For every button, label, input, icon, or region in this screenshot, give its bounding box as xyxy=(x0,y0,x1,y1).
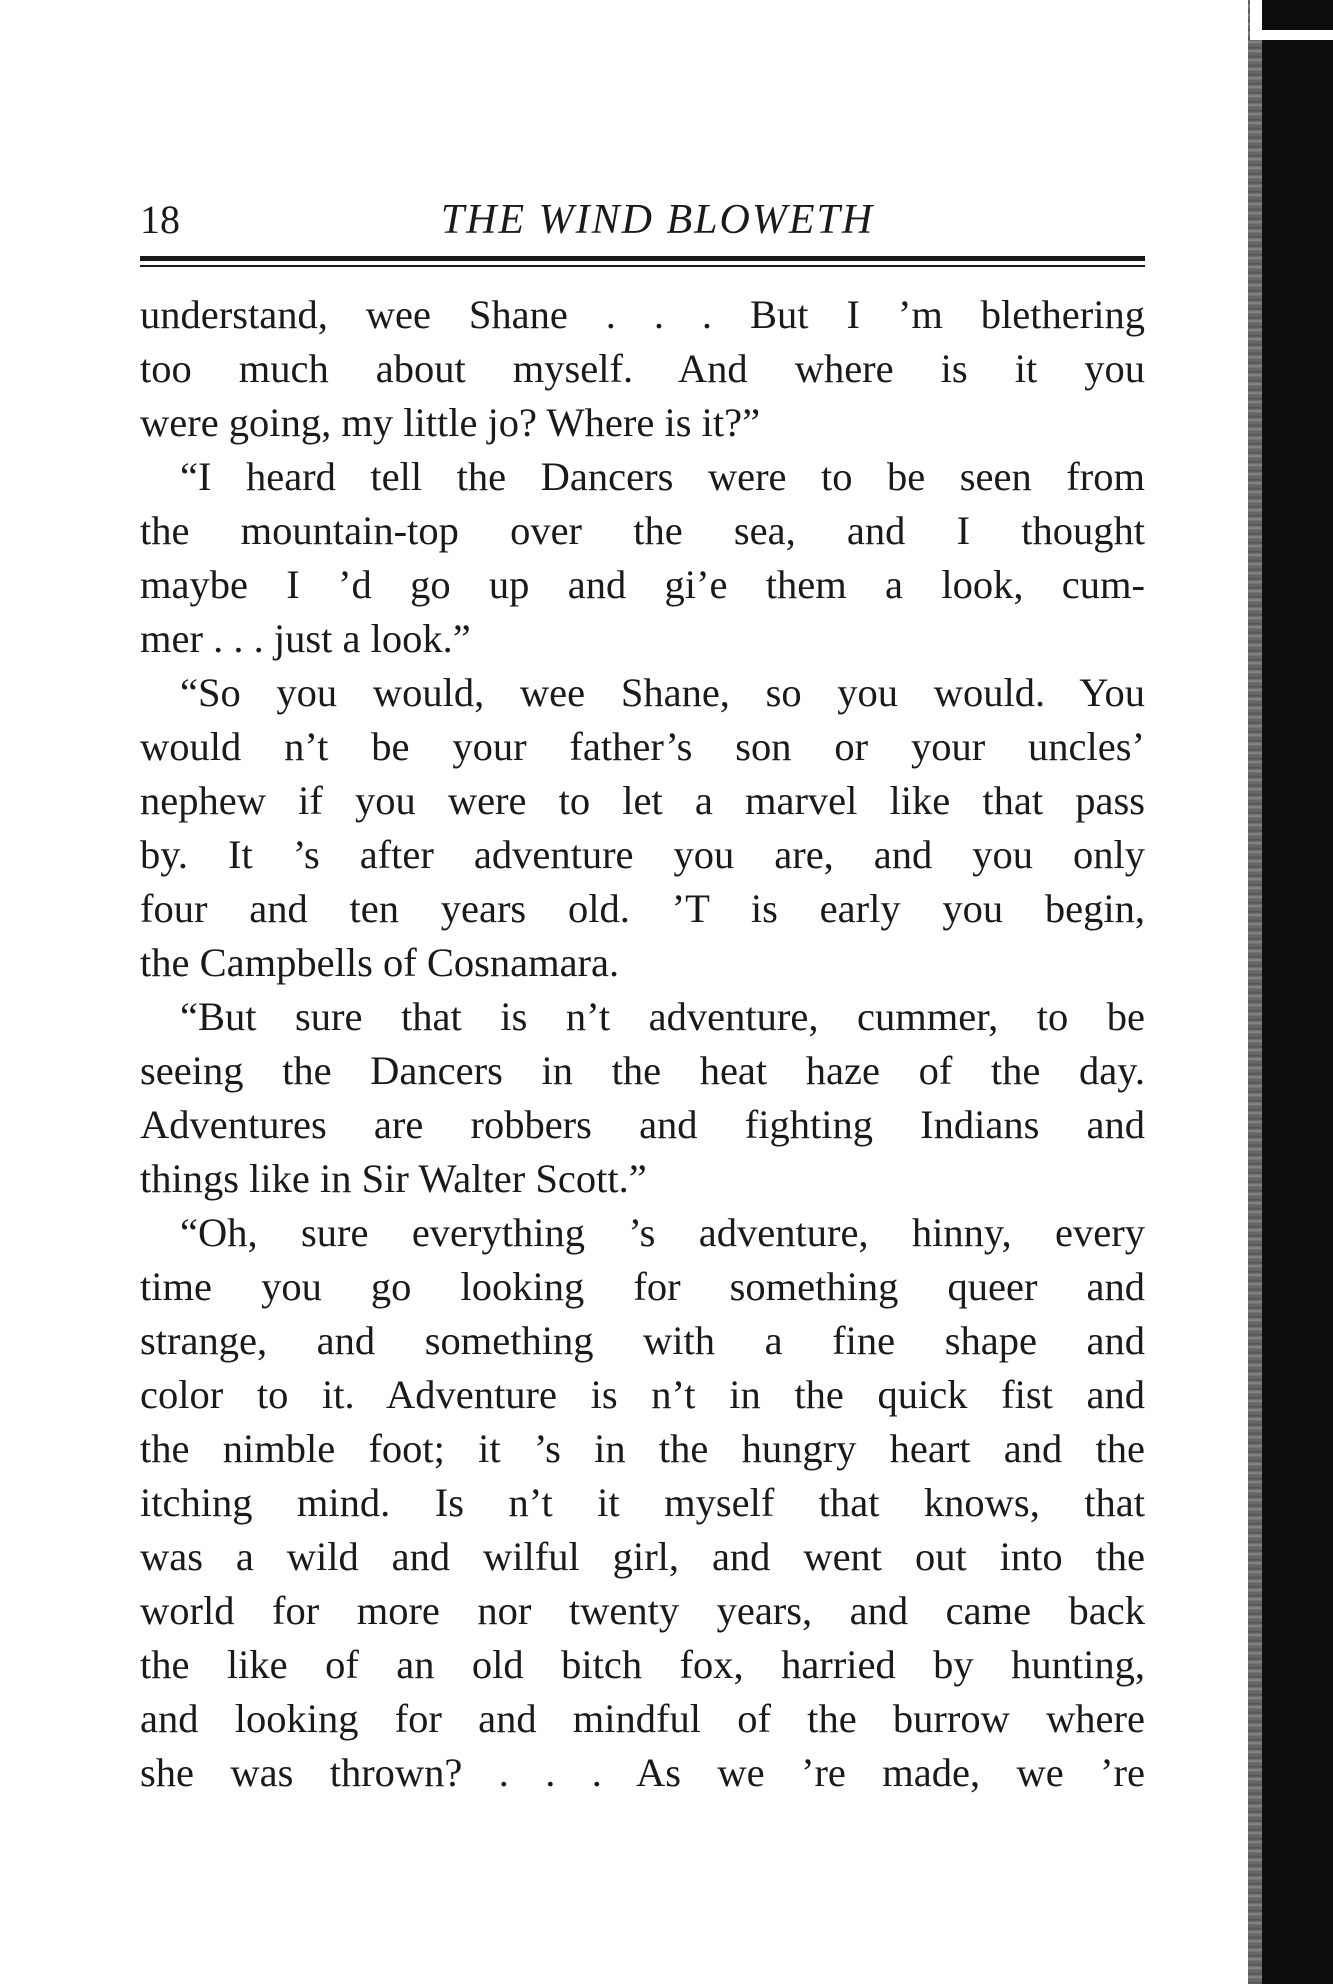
book-spine-cap xyxy=(1262,0,1333,30)
text-line: seeing the Dancers in the heat haze of the day. xyxy=(140,1048,1145,1093)
text-line: she was thrown? . . . As we ’re made, we ’re xyxy=(140,1750,1145,1795)
text-line: understand, wee Shane . . . But I ’m blethering xyxy=(140,292,1145,337)
text-line: things like in Sir Walter Scott.” xyxy=(140,1156,647,1201)
text-line: “Oh, sure everything ’s adventure, hinny, every xyxy=(180,1210,1145,1255)
text-line: the mountain-top over the sea, and I thought xyxy=(140,508,1145,553)
text-line: were going, my little jo? Where is it?” xyxy=(140,400,761,445)
text-line: the like of an old bitch fox, harried by hunting, xyxy=(140,1642,1145,1687)
text-body xyxy=(140,288,1145,1800)
text-line: itching mind. Is n’t it myself that knows, that xyxy=(140,1480,1145,1525)
text-line: nephew if you were to let a marvel like that pass xyxy=(140,778,1145,823)
book-spine xyxy=(1262,0,1333,1984)
text-line: strange, and something with a fine shape and xyxy=(140,1318,1145,1363)
text-line: “I heard tell the Dancers were to be seen from xyxy=(180,454,1145,499)
text-line: would n’t be your father’s son or your uncles’ xyxy=(140,724,1145,769)
text-line: “So you would, wee Shane, so you would. You xyxy=(180,670,1145,715)
text-line: by. It ’s after adventure you are, and you only xyxy=(140,832,1145,877)
text-line: the nimble foot; it ’s in the hungry heart and the xyxy=(140,1426,1145,1471)
header-rule-thick xyxy=(140,256,1145,261)
text-line: four and ten years old. ’T is early you begin, xyxy=(140,886,1145,931)
text-line: color to it. Adventure is n’t in the quick fist and xyxy=(140,1372,1145,1417)
text-line: and looking for and mindful of the burrow where xyxy=(140,1696,1145,1741)
text-line: mer . . . just a look.” xyxy=(140,616,471,661)
text-line: too much about myself. And where is it you xyxy=(140,346,1145,391)
header-rule-thin xyxy=(140,265,1145,267)
text-line: world for more nor twenty years, and came back xyxy=(140,1588,1145,1633)
text-line: the Campbells of Cosnamara. xyxy=(140,940,620,985)
running-title: THE WIND BLOWETH xyxy=(440,197,875,243)
page-number: 18 xyxy=(140,197,180,242)
text-line: was a wild and wilful girl, and went out into the xyxy=(140,1534,1145,1579)
text-line: maybe I ’d go up and gi’e them a look, cum- xyxy=(140,562,1145,607)
text-line: time you go looking for something queer and xyxy=(140,1264,1145,1309)
text-line: “But sure that is n’t adventure, cummer, to be xyxy=(180,994,1145,1039)
text-line: Adventures are robbers and fighting Indians and xyxy=(140,1102,1145,1147)
running-head xyxy=(140,190,1145,250)
